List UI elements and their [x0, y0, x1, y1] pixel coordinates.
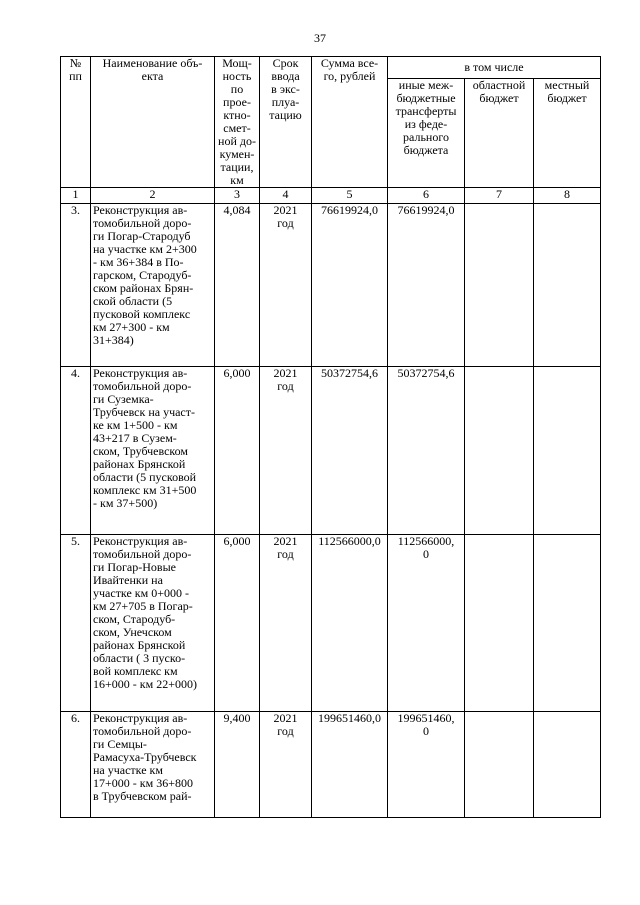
object-name-line: гарском, Стародуб-: [93, 268, 192, 282]
local-amount: [534, 535, 601, 712]
federal-amount-line: 112566000,: [397, 534, 455, 548]
object-name-line: Трубчевск на участ-: [93, 405, 195, 419]
object-name-line: Реконструкция ав-: [93, 534, 188, 548]
regional-amount: [465, 204, 534, 367]
federal-amount-line: 0: [423, 724, 429, 738]
header-deadline-line: плуа-: [271, 95, 300, 109]
deadline-line: год: [277, 724, 294, 738]
deadline-value: [260, 367, 312, 535]
header-capacity-line: кумен-: [219, 147, 255, 161]
deadline-line: год: [277, 547, 294, 561]
header-deadline: [260, 57, 312, 188]
deadline-value: [260, 712, 312, 818]
deadline-line: год: [277, 379, 294, 393]
local-amount: [534, 712, 601, 818]
header-local-line: бюджет: [547, 91, 587, 105]
row-number: 4.: [61, 367, 91, 535]
object-name-line: - км 37+500): [93, 496, 158, 510]
federal-amount-line: 0: [423, 547, 429, 561]
object-name-line: комплекс км 31+500: [93, 483, 197, 497]
object-name-line: районах Брянской: [93, 638, 186, 652]
object-name-line: на участке км: [93, 763, 163, 777]
column-number: 6: [388, 188, 465, 204]
total-amount: 50372754,6: [312, 367, 388, 535]
column-number: 2: [91, 188, 215, 204]
object-name-line: ги Суземка-: [93, 392, 154, 406]
federal-amount: [388, 204, 465, 367]
object-name-line: томобильной доро-: [93, 216, 192, 230]
object-name: [91, 535, 215, 712]
header-capacity-line: ность: [222, 69, 252, 83]
object-name-line: Реконструкция ав-: [93, 203, 188, 217]
total-amount: 76619924,0: [312, 204, 388, 367]
table-row: [61, 712, 601, 818]
header-capacity: [215, 57, 260, 188]
federal-amount-line: 76619924,0: [397, 203, 455, 217]
deadline-line: 2021: [273, 203, 298, 217]
deadline-value: [260, 204, 312, 367]
header-deadline-line: в экс-: [271, 82, 300, 96]
header-federal-line: иные меж-: [398, 78, 454, 92]
header-num-line: №: [69, 56, 82, 70]
capacity-value: 6,000: [215, 367, 260, 535]
header-local-line: местный: [544, 78, 590, 92]
column-number-row: [61, 188, 601, 204]
object-name-line: вой комплекс км: [93, 664, 178, 678]
federal-amount: [388, 712, 465, 818]
object-name-line: ги Погар-Новые: [93, 560, 176, 574]
deadline-line: 2021: [273, 711, 298, 725]
header-name-line: екта: [141, 69, 164, 83]
row-number: 6.: [61, 712, 91, 818]
object-name-line: ском, Унечском: [93, 625, 172, 639]
object-name-line: ги Семцы-: [93, 737, 147, 751]
object-name-line: ской области (5: [93, 294, 173, 308]
object-name-line: 43+217 в Сузем-: [93, 431, 177, 445]
object-name-line: на участке км 2+300: [93, 242, 197, 256]
header-capacity-line: ктно-: [223, 108, 251, 122]
header-capacity-line: по прое-: [223, 82, 251, 109]
regional-amount: [465, 712, 534, 818]
header-capacity-line: смет-: [223, 121, 251, 135]
object-name-line: ке км 1+500 - км: [93, 418, 178, 432]
total-amount: 199651460,0: [312, 712, 388, 818]
object-name-line: области ( 3 пуско-: [93, 651, 186, 665]
header-num-line: пп: [69, 69, 82, 83]
object-name-line: томобильной доро-: [93, 724, 192, 738]
header-name-line: Наименование объ-: [102, 56, 203, 70]
header-total: [312, 57, 388, 188]
object-name-line: км 27+705 в Погар-: [93, 599, 193, 613]
regional-amount: [465, 535, 534, 712]
header-deadline-line: ввода: [271, 69, 300, 83]
header-regional: [465, 79, 534, 188]
total-amount: 112566000,0: [312, 535, 388, 712]
object-name-line: районах Брянской: [93, 457, 186, 471]
object-name-line: 16+000 - км 22+000): [93, 677, 197, 691]
header-deadline-line: Срок: [272, 56, 299, 70]
local-amount: [534, 367, 601, 535]
federal-amount: [388, 367, 465, 535]
object-name-line: Реконструкция ав-: [93, 366, 188, 380]
capacity-value: 9,400: [215, 712, 260, 818]
header-federal-line: из федe-: [404, 117, 448, 131]
table-row: [61, 535, 601, 712]
object-name-line: области (5 пусковой: [93, 470, 197, 484]
object-name: [91, 367, 215, 535]
header-num: [61, 57, 91, 188]
federal-amount: [388, 535, 465, 712]
header-capacity-line: тации,: [220, 160, 254, 174]
object-name-line: ском, Трубчевском: [93, 444, 188, 458]
object-name-line: Реконструкция ав-: [93, 711, 188, 725]
header-federal: [388, 79, 465, 188]
header-federal-line: бюджетные: [396, 91, 456, 105]
row-number: 3.: [61, 204, 91, 367]
header-regional-line: бюджет: [479, 91, 519, 105]
capacity-value: 6,000: [215, 535, 260, 712]
header-capacity-line: км: [230, 173, 244, 187]
object-name-line: Ивайтенки на: [93, 573, 163, 587]
federal-amount-line: 199651460,: [397, 711, 455, 725]
object-name-line: км 27+300 - км: [93, 320, 170, 334]
header-name: [91, 57, 215, 188]
object-name-line: томобильной доро-: [93, 547, 192, 561]
federal-amount-line: 50372754,6: [397, 366, 455, 380]
header-local: [534, 79, 601, 188]
object-name-line: пусковой комплекс: [93, 307, 191, 321]
column-number: 5: [312, 188, 388, 204]
deadline-line: 2021: [273, 534, 298, 548]
header-federal-line: рального: [403, 130, 449, 144]
header-capacity-line: ной до-: [218, 134, 256, 148]
object-name-line: в Трубчевском рай-: [93, 789, 192, 803]
deadline-line: 2021: [273, 366, 298, 380]
header-federal-line: трансферты: [395, 104, 457, 118]
column-number: 4: [260, 188, 312, 204]
header-group: в том числе: [388, 57, 601, 79]
column-number: 1: [61, 188, 91, 204]
object-name-line: ги Погар-Стародуб: [93, 229, 191, 243]
header-capacity-line: Мощ-: [222, 56, 252, 70]
object-name-line: участке км 0+000 -: [93, 586, 189, 600]
table-row: [61, 204, 601, 367]
deadline-line: год: [277, 216, 294, 230]
row-number: 5.: [61, 535, 91, 712]
column-number: 3: [215, 188, 260, 204]
table-row: [61, 367, 601, 535]
local-amount: [534, 204, 601, 367]
object-name-line: 31+384): [93, 333, 134, 347]
column-number: 7: [465, 188, 534, 204]
header-deadline-line: тацию: [269, 108, 302, 122]
object-name-line: 17+000 - км 36+800: [93, 776, 193, 790]
object-name-line: Рамасуха-Трубчевск: [93, 750, 197, 764]
page-number: 37: [314, 31, 326, 45]
header-total-line: Сумма все-: [320, 56, 379, 70]
header-regional-line: областной: [472, 78, 526, 92]
object-name-line: томобильной доро-: [93, 379, 192, 393]
object-name-line: ском районах Брян-: [93, 281, 194, 295]
regional-amount: [465, 367, 534, 535]
object-name: [91, 712, 215, 818]
object-name-line: ском, Стародуб-: [93, 612, 176, 626]
object-name-line: - км 36+384 в По-: [93, 255, 184, 269]
column-number: 8: [534, 188, 601, 204]
capacity-value: 4,084: [215, 204, 260, 367]
header-federal-line: бюджета: [403, 143, 449, 157]
object-name: [91, 204, 215, 367]
budget-table: [60, 56, 601, 818]
deadline-value: [260, 535, 312, 712]
header-total-line: го, рублей: [323, 69, 376, 83]
